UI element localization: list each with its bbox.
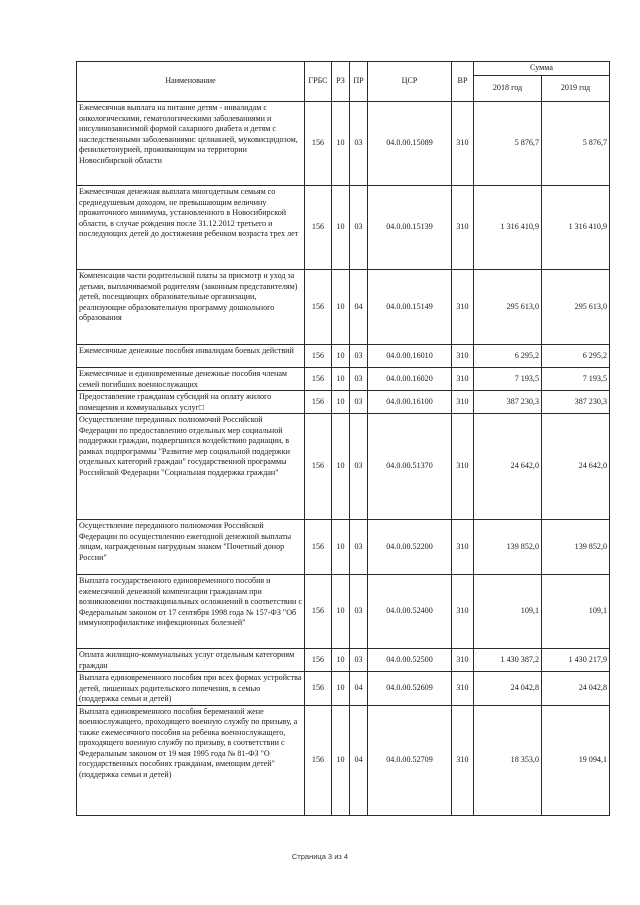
table-row bbox=[77, 414, 610, 520]
table-row bbox=[77, 345, 610, 368]
row-pr: 03 bbox=[350, 345, 368, 368]
row-rz: 10 bbox=[332, 575, 350, 649]
row-amount-2018: 7 193,5 bbox=[474, 368, 542, 391]
row-amount-2019: 24 042,8 bbox=[542, 672, 610, 706]
row-vr: 310 bbox=[452, 270, 474, 345]
row-grbs: 156 bbox=[305, 520, 332, 575]
row-amount-2018: 109,1 bbox=[474, 575, 542, 649]
row-rz: 10 bbox=[332, 705, 350, 815]
row-vr: 310 bbox=[452, 705, 474, 815]
row-grbs: 156 bbox=[305, 186, 332, 270]
row-rz: 10 bbox=[332, 414, 350, 520]
row-vr: 310 bbox=[452, 672, 474, 706]
budget-table bbox=[76, 61, 610, 816]
header-sum: Сумма bbox=[474, 62, 610, 76]
row-grbs: 156 bbox=[305, 102, 332, 186]
row-rz: 10 bbox=[332, 649, 350, 672]
row-name: Ежемесячная денежная выплата многодетным семьям со среднедушевым доходом, не превышающим величину прожиточного минимума, установленного в Новосибирской области, в случае рождения после 31.12.2012 третьего и последующих детей до достижения ребенком возраста трех лет bbox=[77, 186, 305, 270]
table-row bbox=[77, 368, 610, 391]
header-vr: ВР bbox=[452, 62, 474, 102]
row-rz: 10 bbox=[332, 345, 350, 368]
row-grbs: 156 bbox=[305, 270, 332, 345]
row-name: Компенсация части родительской платы за присмотр и уход за детьми, выплачиваемой родителям (законным представителям) детей, посещающих образовательные организации, реализующие образовательную программу дошкольного образования bbox=[77, 270, 305, 345]
table-row bbox=[77, 575, 610, 649]
row-amount-2019: 24 642,0 bbox=[542, 414, 610, 520]
table-row bbox=[77, 520, 610, 575]
row-pr: 03 bbox=[350, 102, 368, 186]
row-rz: 10 bbox=[332, 391, 350, 414]
row-vr: 310 bbox=[452, 345, 474, 368]
row-pr: 04 bbox=[350, 705, 368, 815]
row-amount-2019: 19 094,1 bbox=[542, 705, 610, 815]
row-amount-2019: 139 852,0 bbox=[542, 520, 610, 575]
table-row bbox=[77, 672, 610, 706]
row-name: Ежемесячные денежные пособия инвалидам боевых действий bbox=[77, 345, 305, 368]
row-csr: 04.0.00.15149 bbox=[368, 270, 452, 345]
row-grbs: 156 bbox=[305, 705, 332, 815]
header-grbs: ГРБС bbox=[305, 62, 332, 102]
row-name: Ежемесячные и единовременные денежные пособия членам семей погибших военнослужащих bbox=[77, 368, 305, 391]
row-amount-2018: 24 042,8 bbox=[474, 672, 542, 706]
row-name: Выплата единовременного пособия при всех формах устройства детей, лишенных родительского попечения, в семью (поддержка семьи и детей) bbox=[77, 672, 305, 706]
header-rz: РЗ bbox=[332, 62, 350, 102]
table-row bbox=[77, 705, 610, 815]
row-amount-2019: 1 430 217,9 bbox=[542, 649, 610, 672]
row-amount-2019: 7 193,5 bbox=[542, 368, 610, 391]
row-pr: 03 bbox=[350, 391, 368, 414]
row-vr: 310 bbox=[452, 186, 474, 270]
row-csr: 04.0.00.52609 bbox=[368, 672, 452, 706]
row-pr: 03 bbox=[350, 649, 368, 672]
header-2019: 2019 год bbox=[542, 76, 610, 102]
table-row bbox=[77, 649, 610, 672]
row-name: Выплата государственного единовременного пособия и ежемесячной денежной компенсации гражданам при возникновении поствакцинальных осложнений в соответствии с Федеральным законом от 17 сентября 1998 года № 157-ФЗ "Об иммунопрофилактике инфекционных болезней" bbox=[77, 575, 305, 649]
header-pr: ПР bbox=[350, 62, 368, 102]
row-pr: 03 bbox=[350, 414, 368, 520]
row-amount-2018: 1 430 387,2 bbox=[474, 649, 542, 672]
row-csr: 04.0.00.52200 bbox=[368, 520, 452, 575]
row-amount-2018: 24 642,0 bbox=[474, 414, 542, 520]
row-amount-2019: 1 316 410,9 bbox=[542, 186, 610, 270]
row-name: Осуществление переданного полномочия Российской Федерации по осуществлению ежегодной денежной выплаты лицам, награжденным нагрудным знаком "Почетный донор России" bbox=[77, 520, 305, 575]
row-csr: 04.0.00.16010 bbox=[368, 345, 452, 368]
row-amount-2019: 5 876,7 bbox=[542, 102, 610, 186]
row-csr: 04.0.00.15089 bbox=[368, 102, 452, 186]
row-name: Оплата жилищно-коммунальных услуг отдельным категориям граждан bbox=[77, 649, 305, 672]
row-rz: 10 bbox=[332, 520, 350, 575]
row-amount-2019: 387 230,3 bbox=[542, 391, 610, 414]
row-grbs: 156 bbox=[305, 575, 332, 649]
header-csr: ЦСР bbox=[368, 62, 452, 102]
row-csr: 04.0.00.52709 bbox=[368, 705, 452, 815]
row-amount-2018: 139 852,0 bbox=[474, 520, 542, 575]
row-csr: 04.0.00.52400 bbox=[368, 575, 452, 649]
row-name: Выплата единовременного пособия беременной жене военнослужащего, проходящего военную службу по призыву, а также ежемесячного пособия на ребенка военнослужащего, проходящего военную службу по призыву, в соответствии с Федеральным законом от 19 мая 1995 года № 81-ФЗ "О государственных пособиях гражданам, имеющим детей" (поддержка семьи и детей) bbox=[77, 705, 305, 815]
row-grbs: 156 bbox=[305, 649, 332, 672]
row-rz: 10 bbox=[332, 270, 350, 345]
row-amount-2018: 1 316 410,9 bbox=[474, 186, 542, 270]
row-pr: 04 bbox=[350, 270, 368, 345]
table-row bbox=[77, 270, 610, 345]
row-pr: 04 bbox=[350, 672, 368, 706]
row-amount-2018: 5 876,7 bbox=[474, 102, 542, 186]
row-pr: 03 bbox=[350, 186, 368, 270]
row-vr: 310 bbox=[452, 520, 474, 575]
row-csr: 04.0.00.16100 bbox=[368, 391, 452, 414]
table-body bbox=[77, 102, 610, 816]
row-amount-2018: 295 613,0 bbox=[474, 270, 542, 345]
header-2018: 2018 год bbox=[474, 76, 542, 102]
table-row bbox=[77, 186, 610, 270]
row-name: Осуществление переданных полномочий Российской Федерации по предоставлению отдельных мер социальной поддержки граждан, подвергшихся воздействию радиации, в рамках подпрограммы "Развитие мер социальной поддержки отдельных категорий граждан" государственной программы Российской Федерации "Социальная поддержка граждан" bbox=[77, 414, 305, 520]
row-vr: 310 bbox=[452, 575, 474, 649]
row-grbs: 156 bbox=[305, 368, 332, 391]
row-vr: 310 bbox=[452, 649, 474, 672]
row-csr: 04.0.00.16020 bbox=[368, 368, 452, 391]
row-name: Предоставление гражданам субсидий на оплату жилого помещения и коммунальных услуг□ bbox=[77, 391, 305, 414]
row-amount-2018: 387 230,3 bbox=[474, 391, 542, 414]
row-pr: 03 bbox=[350, 520, 368, 575]
row-vr: 310 bbox=[452, 368, 474, 391]
page-number: Страница 3 из 4 bbox=[291, 852, 349, 861]
row-amount-2018: 6 295,2 bbox=[474, 345, 542, 368]
row-grbs: 156 bbox=[305, 414, 332, 520]
row-amount-2018: 18 353,0 bbox=[474, 705, 542, 815]
row-grbs: 156 bbox=[305, 345, 332, 368]
table-row bbox=[77, 391, 610, 414]
row-vr: 310 bbox=[452, 414, 474, 520]
row-rz: 10 bbox=[332, 672, 350, 706]
row-vr: 310 bbox=[452, 391, 474, 414]
row-grbs: 156 bbox=[305, 391, 332, 414]
row-rz: 10 bbox=[332, 102, 350, 186]
row-csr: 04.0.00.52500 bbox=[368, 649, 452, 672]
row-grbs: 156 bbox=[305, 672, 332, 706]
row-csr: 04.0.00.51370 bbox=[368, 414, 452, 520]
row-csr: 04.0.00.15139 bbox=[368, 186, 452, 270]
header-name: Наименование bbox=[77, 62, 305, 102]
row-amount-2019: 109,1 bbox=[542, 575, 610, 649]
row-amount-2019: 6 295,2 bbox=[542, 345, 610, 368]
budget-table-container bbox=[76, 61, 609, 816]
row-name: Ежемесячная выплата на питание детям - инвалидам с онкологическими, гематологическими заболеваниями и инсулинозависимой формой сахарного диабета и детям с наследственными заболеваниями: целиакией, муковисцидозом, фенилкетонурией, проживающим на территории Новосибирской области bbox=[77, 102, 305, 186]
row-rz: 10 bbox=[332, 186, 350, 270]
row-pr: 03 bbox=[350, 368, 368, 391]
row-amount-2019: 295 613,0 bbox=[542, 270, 610, 345]
row-pr: 03 bbox=[350, 575, 368, 649]
row-rz: 10 bbox=[332, 368, 350, 391]
row-vr: 310 bbox=[452, 102, 474, 186]
table-row bbox=[77, 102, 610, 186]
